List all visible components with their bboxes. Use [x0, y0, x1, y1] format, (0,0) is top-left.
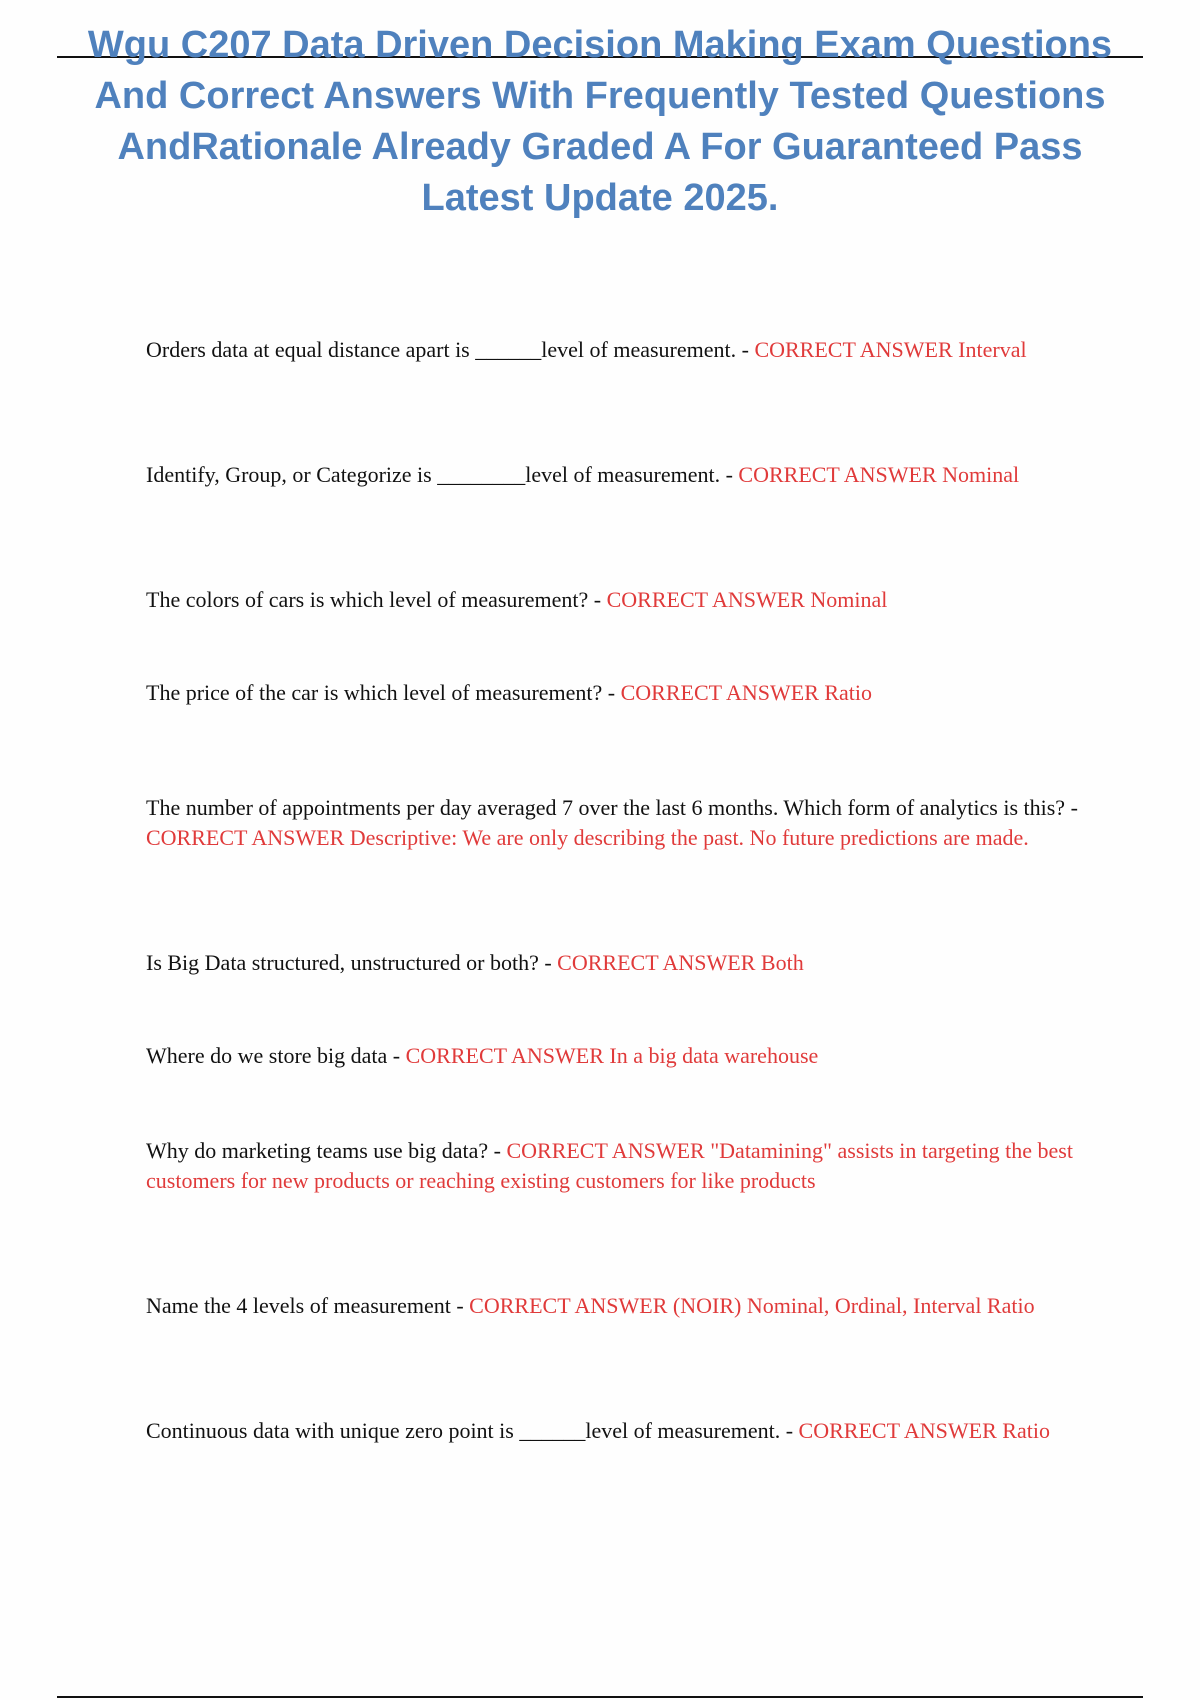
question-text: Name the 4 levels of measurement -: [146, 1293, 470, 1318]
qa-item: [146, 1136, 1086, 1196]
footer-rule: [57, 1696, 1143, 1698]
question-text: Is Big Data structured, unstructured or both? -: [146, 950, 558, 975]
answer-text: CORRECT ANSWER Both: [557, 950, 804, 975]
answer-text: CORRECT ANSWER Ratio: [620, 680, 873, 705]
answer-text: CORRECT ANSWER Descriptive: We are only describing the past. No future predictions are made.: [146, 825, 1029, 850]
answer-text: CORRECT ANSWER Nominal: [738, 462, 1020, 487]
question-text: Why do marketing teams use big data? -: [146, 1138, 507, 1163]
question-text: The price of the car is which level of measurement? -: [146, 680, 621, 705]
answer-text: CORRECT ANSWER In a big data warehouse: [405, 1043, 819, 1068]
question-text: Orders data at equal distance apart is ______level of measurement. -: [146, 337, 755, 362]
answer-text: CORRECT ANSWER Interval: [754, 337, 1027, 362]
question-text: Continuous data with unique zero point is ______level of measurement. -: [146, 1418, 799, 1443]
qa-item: [146, 948, 1086, 978]
question-text: Identify, Group, or Categorize is ________level of measurement. -: [146, 462, 739, 487]
qa-item: [146, 793, 1086, 853]
question-text: The colors of cars is which level of measurement? -: [146, 587, 607, 612]
answer-text: CORRECT ANSWER Nominal: [606, 587, 888, 612]
qa-item: [146, 678, 1086, 708]
qa-item: [146, 335, 1086, 365]
qa-item: [146, 1291, 1086, 1321]
qa-item: [146, 460, 1086, 490]
answer-text: CORRECT ANSWER Ratio: [798, 1418, 1050, 1443]
answer-text: CORRECT ANSWER "Datamining" assists in targeting the best customers for new products or reaching existing customers for like products: [146, 1138, 1073, 1193]
answer-text: CORRECT ANSWER (NOIR) Nominal, Ordinal, Interval Ratio: [469, 1293, 1035, 1318]
question-text: The number of appointments per day averaged 7 over the last 6 months. Which form of analytics is this? -: [146, 795, 1078, 820]
document-title: Wgu C207 Data Driven Decision Making Exam Questions And Correct Answers With Frequently Tested Questions AndRationale Already Graded A For Guaranteed Pass Latest Update 2025.: [87, 24, 1113, 219]
qa-item: [146, 1041, 1086, 1071]
question-text: Where do we store big data -: [146, 1043, 406, 1068]
qa-item: [146, 585, 1086, 615]
qa-item: [146, 1416, 1086, 1446]
